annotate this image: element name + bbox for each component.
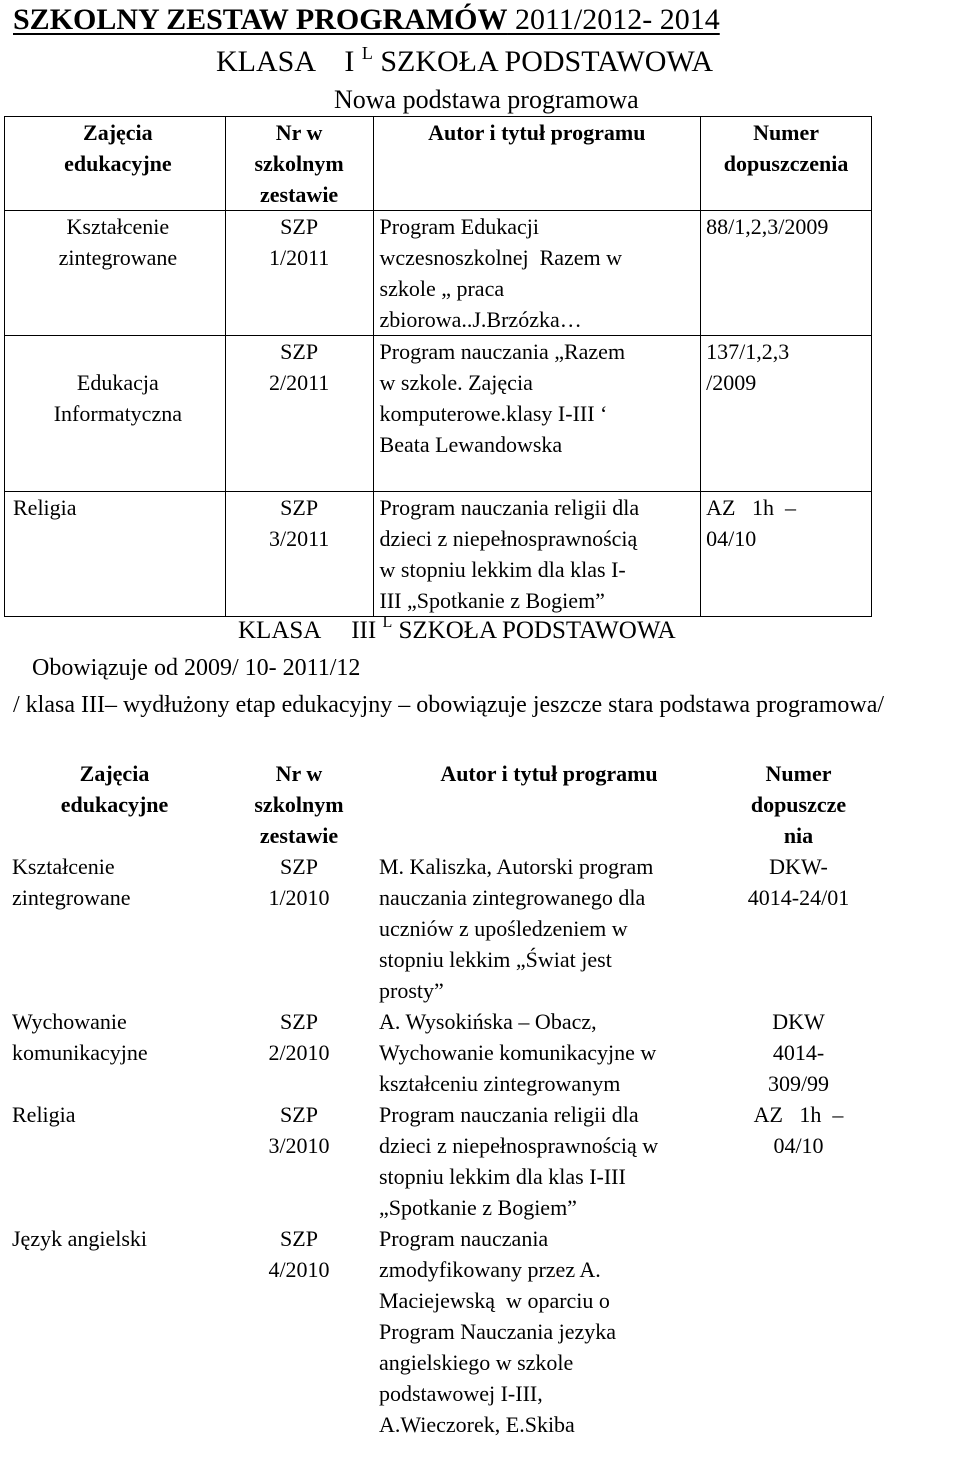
cell-author: Program nauczania religii dla dzieci z niepełnosprawnością w stopniu lekkim dla klas I-III „Spotkanie z Bogiem” <box>379 1102 659 1220</box>
cell-number: SZP 2/2010 <box>268 1009 330 1065</box>
class-heading-1 <box>216 44 713 80</box>
class-heading-3-sup: L <box>382 614 393 631</box>
cell-subject: Religia <box>12 1102 76 1127</box>
table-row <box>5 492 872 617</box>
cell-number: SZP 2/2011 <box>225 336 373 492</box>
table-header-row <box>4 758 872 851</box>
cell-subject: Wychowanie komunikacyjne <box>12 1009 148 1065</box>
table-header-row <box>5 117 872 211</box>
header-number: Nr w szkolnym zestawie <box>225 117 373 211</box>
cell-approval <box>725 1223 872 1440</box>
table-row <box>4 1223 872 1440</box>
cell-approval: AZ 1h – 04/10 <box>753 1102 844 1158</box>
header-subject: Zajęcia edukacyjne <box>5 117 226 211</box>
class-heading-3 <box>238 616 676 646</box>
cell-subject: Język angielski <box>12 1226 148 1251</box>
class-heading-3-prefix: KLASA III <box>238 617 383 644</box>
cell-author: M. Kaliszka, Autorski program nauczania zintegrowanego dla uczniów z upośledzeniem w stopniu lekkim „Świat jest prosty” <box>379 854 654 1003</box>
cell-author: Program nauczania zmodyfikowany przez A. Maciejewską w oparciu o Program Nauczania jezyka angielskiego w szkole podstawowej I-III, A.Wieczorek, E.Skiba <box>379 1226 616 1437</box>
cell-subject: Kształcenie zintegrowane <box>5 211 226 336</box>
header-author: Autor i tytuł programu <box>373 117 701 211</box>
header-author: Autor i tytuł programu <box>440 761 658 786</box>
document-title-main: SZKOLNY ZESTAW PROGRAMÓW <box>13 3 508 36</box>
table-row <box>4 1006 872 1099</box>
cell-author: Program nauczania religii dla dzieci z niepełnosprawnością w stopniu lekkim dla klas I- III „Spotkanie z Bogiem” <box>373 492 701 617</box>
cell-approval: AZ 1h – 04/10 <box>701 492 872 617</box>
class-heading-1-sup: L <box>361 43 373 63</box>
cell-number: SZP 1/2010 <box>268 854 330 910</box>
header-number: Nr w szkolnym zestawie <box>254 761 344 848</box>
table-row <box>5 211 872 336</box>
program-table-class-1 <box>4 116 872 617</box>
cell-author: Program Edukacji wczesnoszkolnej Razem w szkole „ praca zbiorowa..J.Brzózka… <box>373 211 701 336</box>
stage-note: / klasa III– wydłużony etap edukacyjny – obowiązuje jeszcze stara podstawa programowa/ <box>13 692 885 718</box>
cell-approval: 88/1,2,3/2009 <box>701 211 872 336</box>
header-approval: Numer dopuszcze nia <box>750 761 847 848</box>
document-title-year: 2011/2012- 2014 <box>507 3 720 36</box>
cell-subject: Kształcenie zintegrowane <box>12 854 131 910</box>
cell-subject: Religia <box>5 492 226 617</box>
cell-number: SZP 3/2011 <box>225 492 373 617</box>
valid-period: Obowiązuje od 2009/ 10- 2011/12 <box>32 655 361 681</box>
cell-author: Program nauczania „Razem w szkole. Zajęcia komputerowe.klasy I-III ‘ Beata Lewandowska <box>373 336 701 492</box>
class-heading-3-suffix: SZKOŁA PODSTAWOWA <box>392 617 676 644</box>
table-row <box>4 1099 872 1223</box>
cell-number: SZP 3/2010 <box>268 1102 330 1158</box>
header-approval: Numer dopuszczenia <box>701 117 872 211</box>
program-table-class-3 <box>4 758 872 1440</box>
header-subject: Zajęcia edukacyjne <box>60 761 169 817</box>
cell-number: SZP 1/2011 <box>225 211 373 336</box>
cell-author: A. Wysokińska – Obacz, Wychowanie komunikacyjne w kształceniu zintegrowanym <box>379 1009 657 1096</box>
table-row <box>5 336 872 492</box>
table-row <box>4 851 872 1006</box>
cell-approval: 137/1,2,3 /2009 <box>701 336 872 492</box>
document-title <box>13 2 720 38</box>
cell-approval: DKW- 4014-24/01 <box>747 854 850 910</box>
cell-subject: Edukacja Informatyczna <box>5 336 226 492</box>
class-heading-1-suffix: SZKOŁA PODSTAWOWA <box>372 45 714 78</box>
subtitle: Nowa podstawa programowa <box>334 85 639 114</box>
class-heading-1-prefix: KLASA I <box>216 45 362 78</box>
cell-number: SZP 4/2010 <box>268 1226 330 1282</box>
cell-approval: DKW 4014- 309/99 <box>767 1009 830 1096</box>
